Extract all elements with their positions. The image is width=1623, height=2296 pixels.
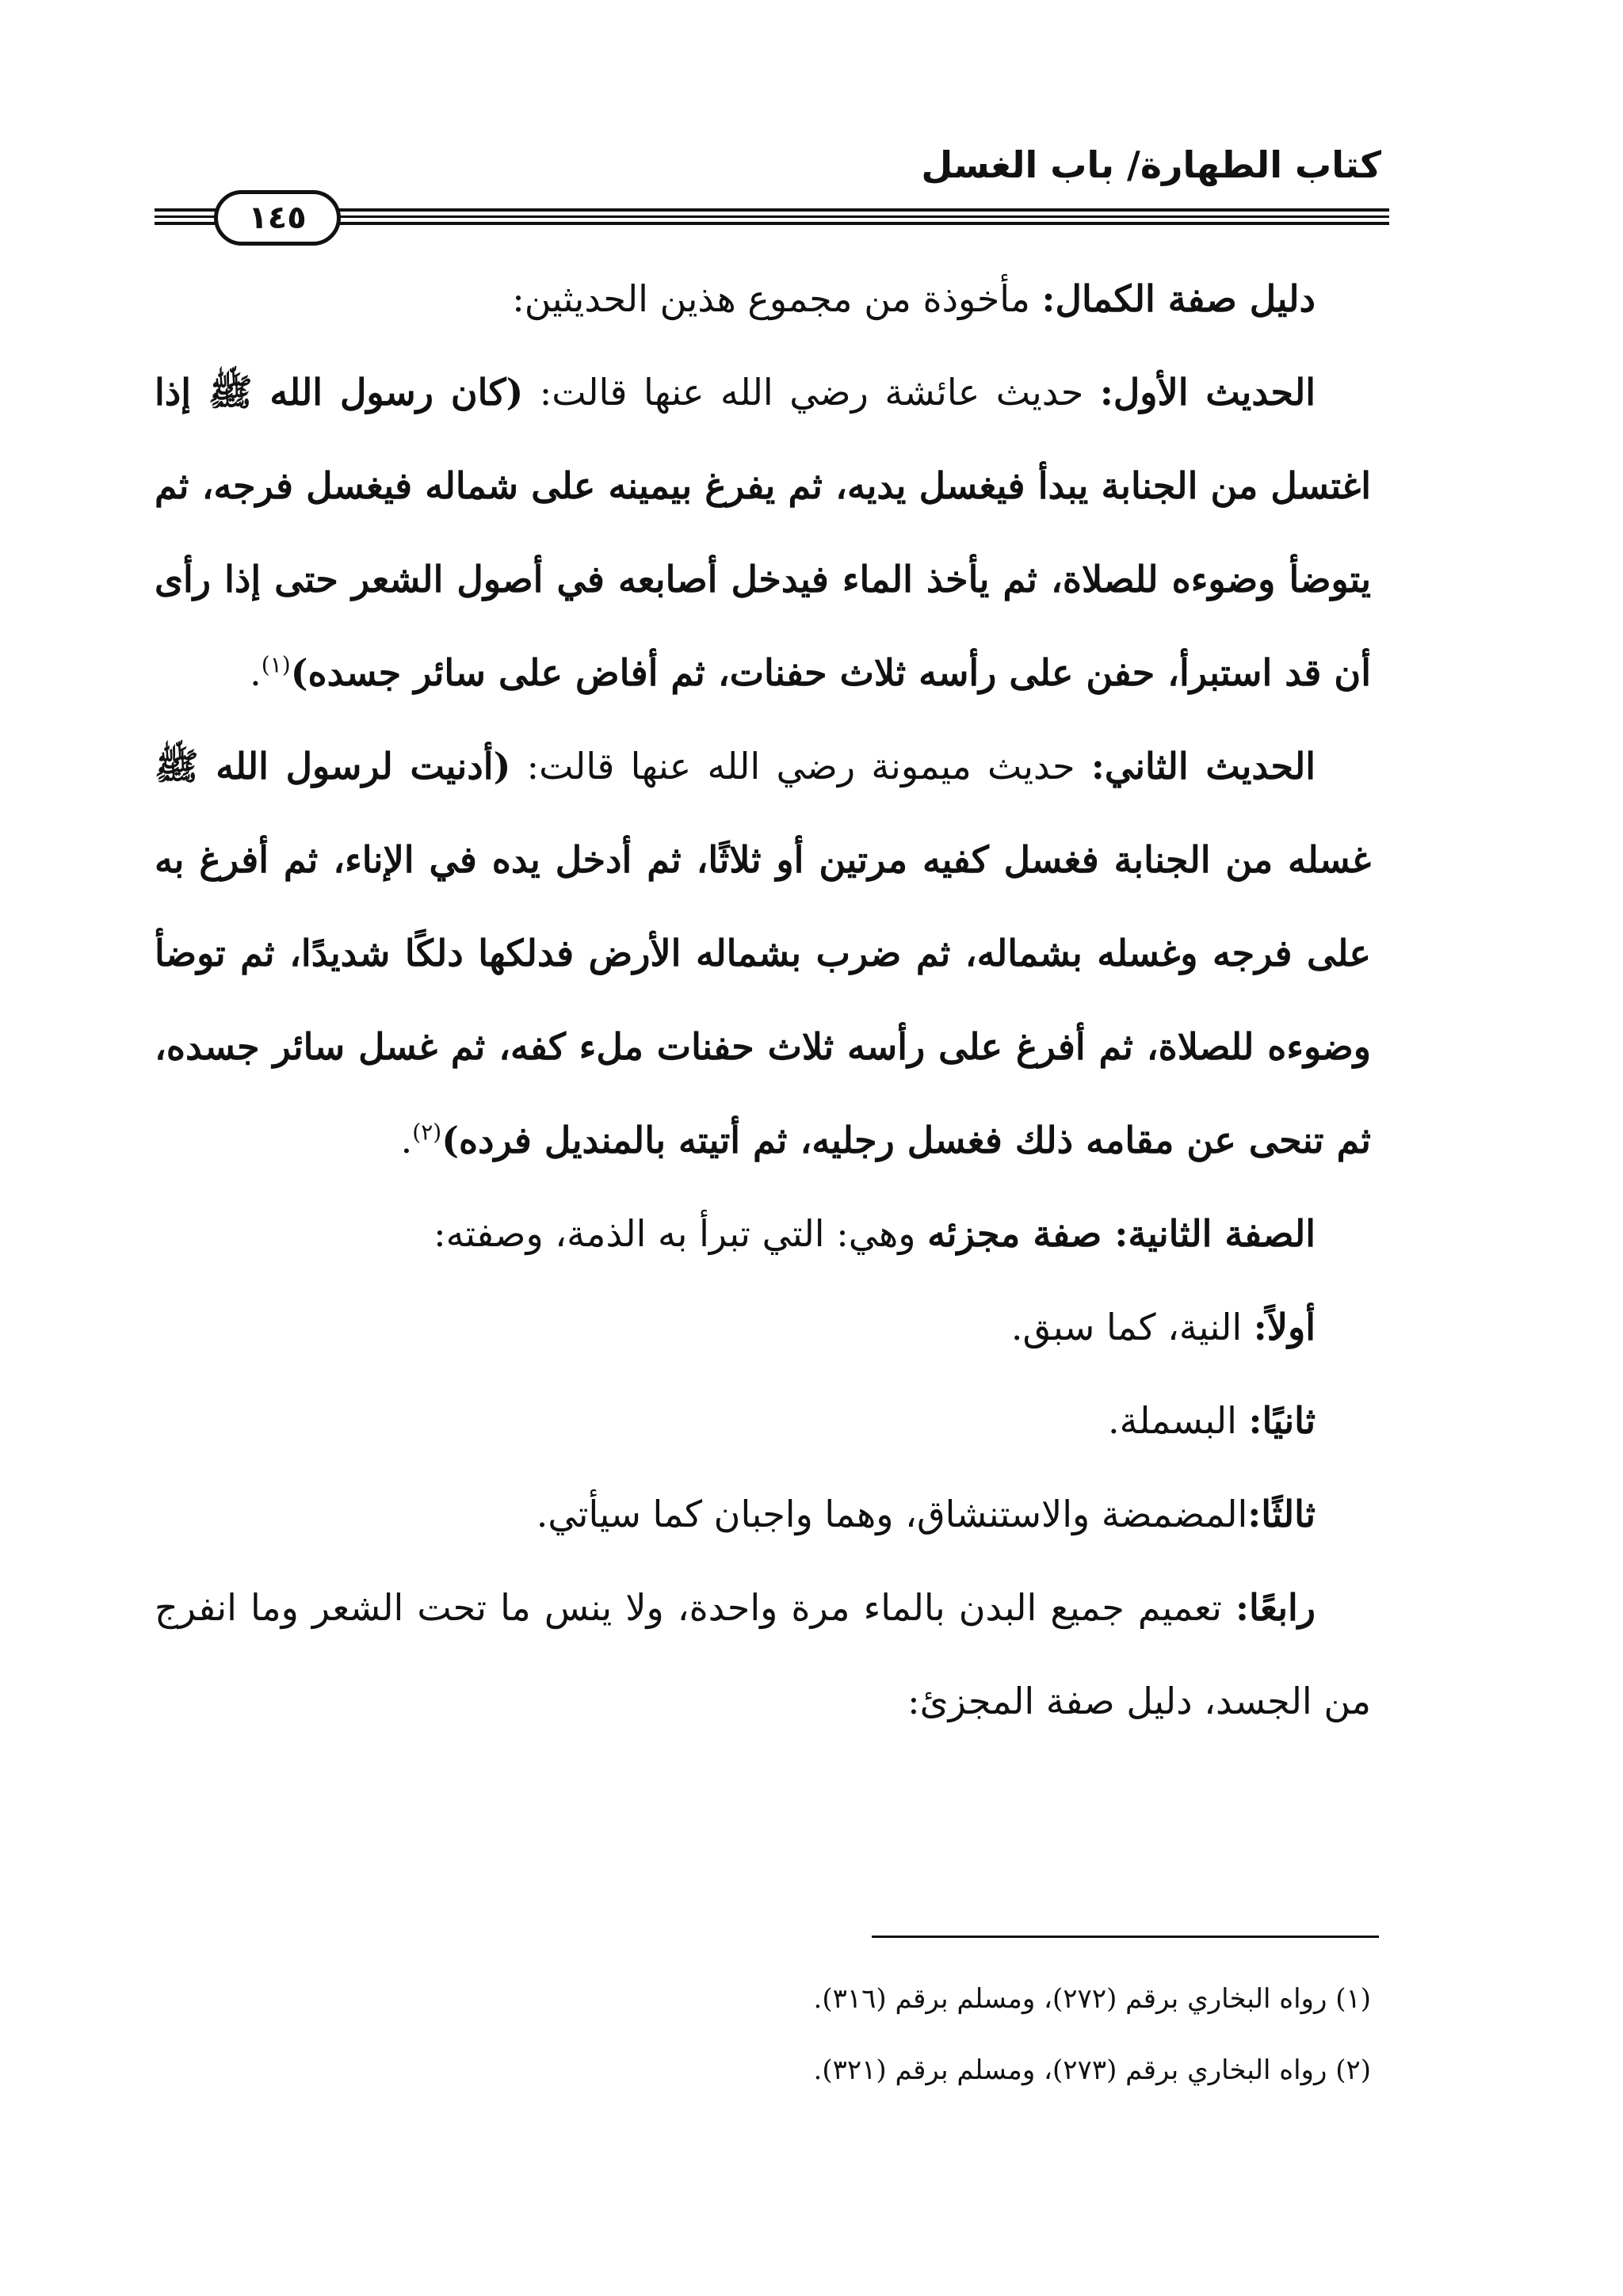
paragraph-text: مأخوذة من مجموع هذين الحديثين: <box>512 277 1030 320</box>
paragraph-text: تعميم جميع البدن بالماء مرة واحدة، ولا ينس ما تحت الشعر وما انفرج من الجسد، دليل صفة المجزئ: <box>155 1586 1371 1722</box>
paragraph-lead: الصفة الثانية: صفة مجزئه <box>927 1212 1316 1255</box>
hadith-quote: (أدنيت لرسول الله ﷺ غسله من الجنابة فغسل كفيه مرتين أو ثلاثًا، ثم أدخل يده في الإناء، ثم أفرغ به على فرجه وغسله بشماله، ثم ضرب بشماله الأرض فدلكها دلكًا شديدًا، ثم توضأ وضوءه للصلاة، ثم أفرغ على رأسه ثلاث حفنات ملء كفه، ثم غسل سائر جسده، ثم تنحى عن مقامه ذلك فغسل رجليه، ثم أتيته بالمنديل فرده) <box>155 745 1371 1161</box>
paragraph-second-step <box>155 1374 1371 1467</box>
paragraph-second-hadith <box>155 719 1371 1187</box>
paragraph-lead: رابعًا: <box>1235 1586 1316 1629</box>
paragraph-second-description <box>155 1187 1371 1280</box>
paragraph-lead: الحديث الأول: <box>1099 371 1316 414</box>
paragraph-lead: ثانيًا: <box>1248 1399 1316 1442</box>
footnote: (١) رواه البخاري برقم (٢٧٢)، ومسلم برقم (٣١٦). <box>813 1983 1371 2015</box>
paragraph-kamal-evidence <box>155 252 1371 345</box>
running-header-title: كتاب الطهارة/ باب الغسل <box>921 143 1381 186</box>
paragraph-lead: ثالثًا: <box>1247 1493 1316 1535</box>
paragraph-text: البسملة. <box>1108 1399 1237 1442</box>
paragraph-text: حديث عائشة رضي الله عنها قالت: <box>523 371 1084 414</box>
footnote-marker[interactable]: (١) <box>261 651 291 678</box>
paragraph-first-hadith <box>155 345 1371 719</box>
footnote: (٢) رواه البخاري برقم (٢٧٣)، ومسلم برقم (٣٢١). <box>813 2054 1371 2086</box>
paragraph-lead: الحديث الثاني: <box>1090 745 1316 788</box>
paragraph-text: وهي: التي تبرأ به الذمة، وصفته: <box>433 1212 916 1255</box>
paragraph-text: المضمضة والاستنشاق، وهما واجبان كما سيأتي. <box>536 1493 1248 1535</box>
paragraph-fourth-step <box>155 1561 1371 1748</box>
footnotes <box>814 1963 1371 2106</box>
paragraph-tail: . <box>400 1119 413 1161</box>
footnote-separator <box>872 1936 1379 1938</box>
paragraph-lead: أولاً: <box>1253 1306 1316 1348</box>
paragraph-lead: دليل صفة الكمال: <box>1041 277 1316 320</box>
paragraph-third-step <box>155 1467 1371 1561</box>
paragraph-text: حديث ميمونة رضي الله عنها قالت: <box>510 745 1075 788</box>
paragraph-tail: . <box>250 651 262 694</box>
page-number: ١٤٥ <box>214 190 341 246</box>
main-text <box>155 252 1371 1748</box>
hadith-quote: (كان رسول الله ﷺ إذا اغتسل من الجنابة يبدأ فيغسل يديه، ثم يفرغ بيمينه على شماله فيغسل فرجه، ثم يتوضأ وضوءه للصلاة، ثم يأخذ الماء فيدخل أصابعه في أصول الشعر حتى إذا رأى أن قد استبرأ، حفن على رأسه ثلاث حفنات، ثم أفاض على سائر جسده) <box>155 371 1371 694</box>
paragraph-text: النية، كما سبق. <box>1010 1306 1243 1348</box>
paragraph-first-step <box>155 1280 1371 1374</box>
footnote-marker[interactable]: (٢) <box>412 1119 442 1146</box>
